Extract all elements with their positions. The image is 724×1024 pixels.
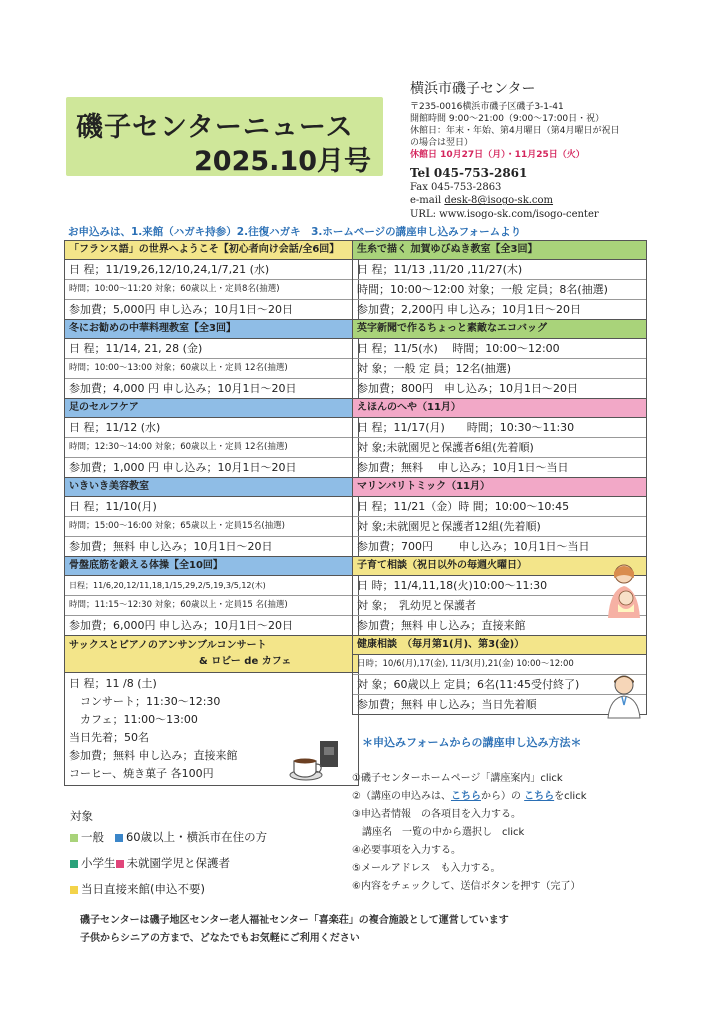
course-header: いきいき美容教室 — [65, 478, 358, 497]
center-address: 〒235-0016横浜市磯子区磯子3-1-41 — [410, 101, 564, 112]
method-step: ⑤メールアドレス も入力する。 — [352, 863, 501, 874]
center-closed: 休館日：年末・年始、第4月曜日（第4月曜日が祝日 — [410, 126, 620, 137]
course-row: 日 程；11/10(月) — [65, 497, 358, 517]
event-header-line2: & ロビー de カフェ — [199, 656, 292, 667]
application-method — [352, 770, 652, 896]
course-row: 日時；10/6(月),17(金), 11/3(月),21(金) 10:00～12:00 — [353, 655, 646, 675]
course-row: 対 象;未就園児と保護者6組(先着順) — [353, 438, 646, 458]
center-closed2: の場合は翌日） — [410, 138, 474, 149]
method-step: 講座名 一覧の中から選択し click — [352, 827, 525, 838]
event-line: コーヒー、焼き菓子 各100円 — [69, 767, 214, 780]
course-eco-bag — [352, 319, 647, 398]
newsletter-title-box — [66, 97, 383, 176]
course-header: マリンバリトミック（11月） — [353, 478, 646, 497]
course-french — [64, 240, 359, 319]
course-row: 参加費；1,000 円 申し込み；10月1日～20日 — [69, 461, 297, 474]
newsletter-title: 磯子センターニュース — [76, 112, 354, 143]
course-row: 参加費；無料 申し込み；10月1日～20日 — [69, 540, 273, 553]
course-row: 時間；10:00～12:00 対象；一般 定員；8名(抽選) — [353, 280, 646, 300]
left-column — [64, 240, 359, 786]
course-foot-care — [64, 398, 359, 477]
course-row: 参加費；無料 申し込み；直接来館 — [357, 619, 526, 632]
course-row: 日 程；11/5(水) 時間；10:00～12:00 — [353, 339, 646, 359]
course-row: 参加費；4,000 円 申し込み；10月1日～20日 — [69, 382, 297, 395]
event-header — [65, 636, 358, 673]
course-row: 参加費；6,000円 申し込み；10月1日～20日 — [69, 619, 293, 632]
course-yubinuki — [352, 240, 647, 319]
coffee-icon — [288, 739, 348, 784]
course-header: 足のセルフケア — [65, 399, 358, 418]
course-row: 日 時；11/4,11,18(火)10:00～11:30 — [353, 576, 646, 596]
course-header: えほんのへや（11月） — [353, 399, 646, 418]
method-step: ④必要事項を入力する。 — [352, 845, 461, 856]
method-step: ①磯子センターホームページ「講座案内」click — [352, 773, 563, 784]
target-legend — [70, 808, 267, 902]
course-row: 日 程；11/19,26,12/10,24,1/7,21 (水) — [65, 260, 358, 280]
right-column — [352, 240, 647, 715]
center-hours: 開館時間 9:00～21:00（9:00～17:00日・祝） — [410, 114, 605, 125]
apply-instructions: お申込みは、1.来館（ハガキ持参）2.往復ハガキ 3.ホームページの講座申し込みフォームより — [68, 226, 522, 238]
legend-senior: 60歳以上・横浜市在住の方 — [125, 830, 268, 844]
legend-swatch-toddler — [116, 860, 124, 868]
footer-line: 子供からシニアの方まで、どなたでもお気軽にご利用ください — [80, 933, 360, 944]
legend-general: 一般 — [81, 830, 104, 844]
course-row: 参加費；700円 申し込み；10月1日～当日 — [357, 540, 590, 553]
course-row: 参加費；無料 申し込み；10月1日～当日 — [357, 461, 569, 474]
course-row: 日程；11/6,20,12/11,18,1/15,29,2/5,19,3/5,12(木) — [65, 576, 358, 596]
course-header: 「フランス語」の世界へようこそ【初心者向け会話/全6回】 — [65, 241, 358, 260]
doctor-icon — [600, 672, 648, 720]
event-line: カフェ；11:00～13:00 — [69, 713, 198, 726]
legend-kids: 小学生 — [81, 856, 116, 870]
legend-row — [70, 850, 267, 876]
course-header: 子育て相談（祝日以外の毎週火曜日） — [353, 557, 646, 576]
center-tel: Tel 045-753-2861 — [410, 165, 528, 180]
method-text: をclick — [554, 791, 587, 802]
method-step: ⑥内容をチェックして、送信ボタンを押す（完了） — [352, 881, 581, 892]
method-step-2 — [352, 788, 652, 806]
course-header: 生糸で描く 加賀ゆびぬき教室【全3回】 — [353, 241, 646, 260]
method-text: ②（講座の申込みは、 — [352, 791, 451, 802]
legend-walkin: 当日直接来館(申込不要) — [81, 882, 205, 896]
event-line: 日 程；11 /8 (土) — [69, 677, 157, 690]
course-row: 日 程；11/17(月) 時間；10:30～11:30 — [353, 418, 646, 438]
course-row: 時間；12:30～14:00 対象；60歳以上・定員 12名(抽選) — [65, 438, 358, 458]
center-name: 横浜市磯子センター — [410, 81, 536, 97]
kochira-link-1[interactable]: こちら — [450, 791, 481, 802]
method-title: ＊申込みフォームからの講座申し込み方法＊ — [362, 736, 582, 749]
course-pelvic-exercise — [64, 556, 359, 635]
legend-row — [70, 824, 267, 850]
course-header: 骨盤底筋を鍛える体操【全10回】 — [65, 557, 358, 576]
email-label: e-mail — [410, 195, 442, 207]
newsletter-issue: 2025.10月号 — [194, 146, 371, 177]
course-row: 対 象；一般 定 員；12名(抽選) — [353, 359, 646, 379]
course-header: 健康相談 （毎月第1(月)、第3(金)） — [353, 636, 646, 655]
course-row: 時間；15:00～16:00 対象；65歳以上・定員15名(抽選) — [65, 517, 358, 537]
mother-baby-icon — [600, 562, 650, 620]
method-text: から）の — [480, 791, 521, 802]
event-header-line1: サックスとピアノのアンサンブルコンサート — [69, 640, 267, 651]
legend-swatch-walkin — [70, 886, 78, 894]
legend-swatch-general — [70, 834, 78, 842]
course-row: 参加費；800円 申し込み；10月1日～20日 — [357, 382, 578, 395]
event-line: 参加費；無料 申し込み；直接来館 — [69, 749, 238, 762]
center-email-line — [410, 194, 710, 208]
legend-title: 対象 — [70, 809, 93, 823]
center-fax: Fax 045-753-2863 — [410, 181, 502, 193]
event-line: 当日先着；50名 — [69, 731, 149, 744]
legend-swatch-kids — [70, 860, 78, 868]
closed-dates: 休館日 10月27日（月）・11月25日（火） — [410, 150, 585, 161]
course-row: 日 程；11/14, 21, 28 (金) — [65, 339, 358, 359]
course-chinese-cooking — [64, 319, 359, 398]
kochira-link-2[interactable]: こちら — [524, 791, 555, 802]
email-link[interactable]: desk-8@isogo-sk.com — [444, 195, 554, 207]
center-url[interactable]: URL: www.isogo-sk.com/isogo-center — [410, 208, 599, 220]
course-header: 冬にお勧めの中華料理教室【全3回】 — [65, 320, 358, 339]
footer-line: 磯子センターは磯子地区センター老人福祉センター「喜楽荘」の複合施設として運営しています — [80, 915, 509, 926]
course-row: 対 象；60歳以上 定員；6名(11:45受付終了) — [353, 675, 646, 695]
course-row: 参加費；無料 申し込み；当日先着順 — [357, 698, 537, 711]
course-row: 時間；11:15～12:30 対象；60歳以上・定員15 名(抽選) — [65, 596, 358, 616]
legend-toddler: 未就園学児と保護者 — [126, 856, 230, 870]
course-beauty — [64, 477, 359, 556]
course-row: 参加費；5,000円 申し込み；10月1日～20日 — [69, 303, 293, 316]
course-row: 日 程；11/13 ,11/20 ,11/27(木) — [353, 260, 646, 280]
course-row: 日 程；11/12 (水) — [65, 418, 358, 438]
footer-note — [80, 912, 509, 948]
course-row: 対 象;未就園児と保護者12組(先着順) — [353, 517, 646, 537]
course-marimba — [352, 477, 647, 556]
event-line: コンサート；11:30～12:30 — [69, 695, 221, 708]
course-header: 英字新聞で作るちょっと素敵なエコバッグ — [353, 320, 646, 339]
center-info — [410, 80, 710, 221]
course-row: 時間；10:00～11:20 対象；60歳以上・定員8名(抽選) — [65, 280, 358, 300]
legend-swatch-senior — [115, 834, 123, 842]
course-row: 時間；10:00～13:00 対象；60歳以上・定員 12名(抽選) — [65, 359, 358, 379]
legend-row — [70, 876, 267, 902]
method-step: ③申込者情報 の各項目を入力する。 — [352, 809, 521, 820]
course-row: 日 程；11/21（金）時 間；10:00～10:45 — [353, 497, 646, 517]
course-picture-book — [352, 398, 647, 477]
course-row: 参加費；2,200円 申し込み；10月1日～20日 — [357, 303, 581, 316]
course-row: 対 象； 乳幼児と保護者 — [353, 596, 646, 616]
